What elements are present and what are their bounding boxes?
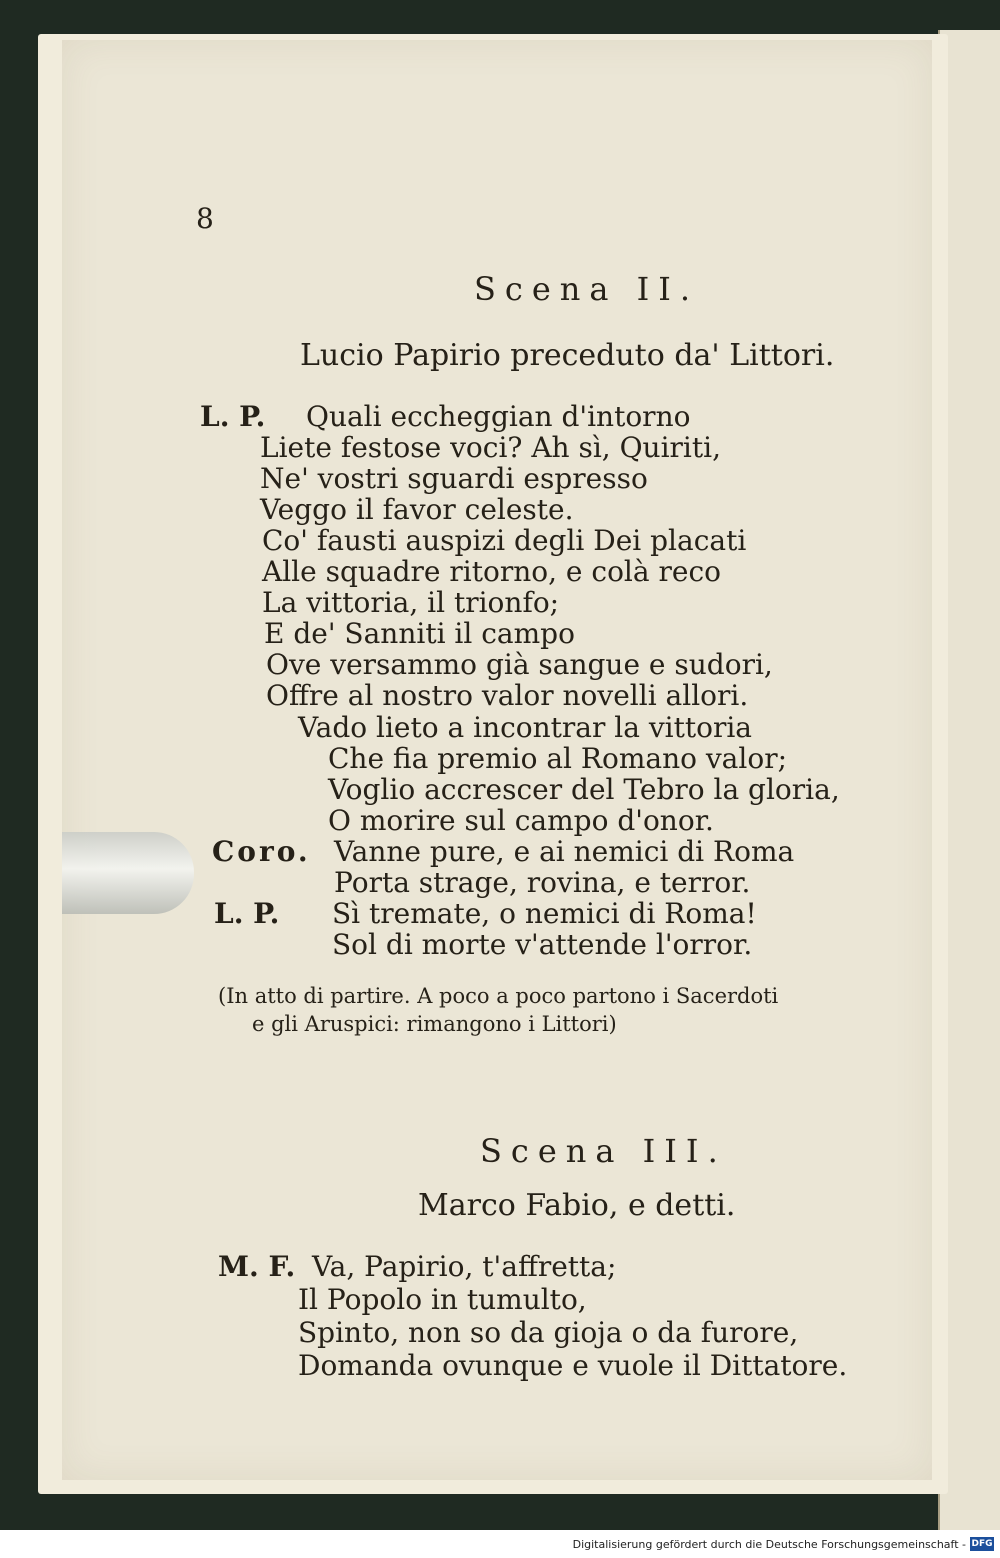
- page-clip: [62, 832, 194, 914]
- verse-line: Voglio accrescer del Tebro la gloria,: [328, 773, 840, 806]
- verse-line: E de' Sanniti il campo: [264, 617, 575, 650]
- footer-credit: Digitalisierung gefördert durch die Deutsche Forschungsgemeinschaft -: [572, 1538, 966, 1551]
- verse-line: Quali eccheggian d'intorno: [306, 400, 691, 433]
- scene-3-heading: Scena III.: [480, 1132, 727, 1170]
- scene-2-cast: Lucio Papirio preceduto da' Littori.: [300, 338, 835, 373]
- verse-line: Spinto, non so da gioja o da furore,: [298, 1316, 799, 1349]
- verse-line: Ove versammo già sangue e sudori,: [266, 648, 773, 681]
- verse-line: Il Popolo in tumulto,: [298, 1283, 587, 1316]
- verse-line: O morire sul campo d'onor.: [328, 804, 714, 837]
- verse-line: Domanda ovunque e vuole il Dittatore.: [298, 1349, 848, 1382]
- verse-line: Che fia premio al Romano valor;: [328, 742, 788, 775]
- verse-line: Va, Papirio, t'affretta;: [312, 1250, 617, 1283]
- verse-line: Offre al nostro valor novelli allori.: [266, 679, 749, 712]
- verse-line: La vittoria, il trionfo;: [262, 586, 560, 619]
- speaker-label: L. P.: [200, 400, 266, 433]
- verse-line: Co' fausti auspizi degli Dei placati: [262, 524, 747, 557]
- verse-line: Ne' vostri sguardi espresso: [260, 462, 648, 495]
- footer-bar: [0, 1530, 1000, 1558]
- speaker-label: Coro.: [212, 835, 311, 868]
- scene-3-cast: Marco Fabio, e detti.: [418, 1188, 736, 1223]
- verse-line: Vado lieto a incontrar la vittoria: [298, 711, 753, 744]
- verse-line: Liete festose voci? Ah sì, Quiriti,: [260, 431, 721, 464]
- speaker-label: L. P.: [214, 897, 280, 930]
- page-number: 8: [196, 202, 214, 235]
- verse-line: Veggo il favor celeste.: [260, 493, 574, 526]
- speaker-label: M. F.: [218, 1250, 296, 1283]
- verse-line: Alle squadre ritorno, e colà reco: [262, 555, 721, 588]
- verse-line: Vanne pure, e ai nemici di Roma: [334, 835, 795, 868]
- stage-direction: e gli Aruspici: rimangono i Littori): [252, 1012, 617, 1036]
- dfg-logo-icon: DFG: [971, 1539, 993, 1549]
- scene-2-heading: Scena II.: [474, 270, 700, 308]
- verse-line: Sol di morte v'attende l'orror.: [332, 928, 753, 961]
- stage-direction: (In atto di partire. A poco a poco partono i Sacerdoti: [218, 984, 779, 1008]
- verse-line: Porta strage, rovina, e terror.: [334, 866, 751, 899]
- book-page: [62, 40, 932, 1480]
- verse-line: Sì tremate, o nemici di Roma!: [332, 897, 757, 930]
